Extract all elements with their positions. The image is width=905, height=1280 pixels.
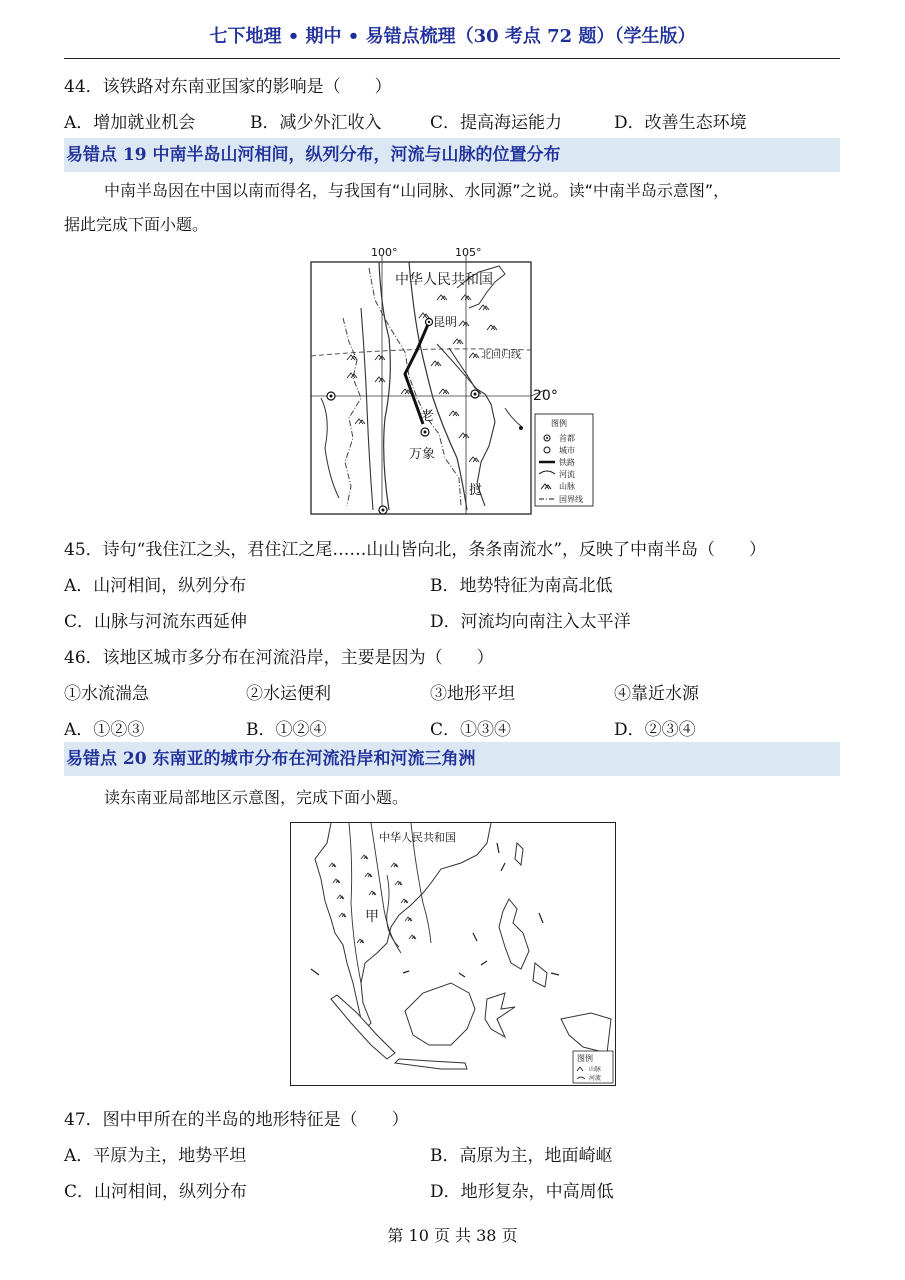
intro-19 [64,174,840,242]
page-header: 七下地理 • 期中 • 易错点梳理（30 考点 72 题）（学生版） [209,26,696,47]
q44-option-b[interactable]: B．减少外汇收入 [250,113,382,133]
q47-option-d[interactable]: D．地形复杂，中高周低 [430,1182,614,1202]
map2-jia-label: 甲 [365,909,379,925]
q47-option-a[interactable]: A．平原为主，地势平坦 [64,1146,247,1166]
map1-legend-river: 河流 [559,470,575,479]
header-divider [64,58,840,59]
q44-option-d[interactable]: D．改善生态环境 [614,113,747,133]
q45-option-a[interactable]: A．山河相间，纵列分布 [64,576,247,596]
map1-lon-100: 100° [371,246,398,259]
map1-vientiane-label: 万象 [409,447,436,462]
map1-kunming-label: 昆明 [433,315,458,329]
q46-option-d[interactable]: D．②③④ [614,720,696,740]
map1-legend-capital: 首都 [559,434,575,443]
map2-legend [573,1051,613,1083]
intro-20: 读东南亚局部地区示意图，完成下面小题。 [104,788,409,807]
intro-19-line1: 中南半岛因在中国以南而得名，与我国有“山同脉、水同源”之说。读“中南半岛示意图”， [104,181,730,200]
map2-legend-mountain: 山脉 [589,1066,602,1073]
intro-19-line2: 据此完成下面小题。 [64,215,209,234]
q45-option-d[interactable]: D．河流均向南注入太平洋 [430,612,631,632]
southeast-asia-map [290,822,616,1086]
map1-legend-border: 国界线 [559,495,583,504]
q46-choices [64,679,840,703]
q45-stem: 45．诗句“我住江之头，君住江之尾……山山皆向北，条条南流水”，反映了中南半岛（ ） [64,540,767,560]
q44-stem: 44．该铁路对东南亚国家的影响是（ ） [64,77,392,97]
q46-stem: 46．该地区城市多分布在河流沿岸，主要是因为（ ） [64,648,494,668]
map1-legend-city: 城市 [559,446,575,455]
q47-option-b[interactable]: B．高原为主，地面崎岖 [430,1146,613,1166]
q46-choice-1: ①水流湍急 [64,684,149,704]
map1-tropic-label: 北回归线 [481,350,521,361]
map2-legend-title: 图例 [577,1054,593,1063]
section-20-title: 易错点 20 东南亚的城市分布在河流沿岸和河流三角洲 [64,742,840,776]
map1-lat-20-label: 20° [533,388,558,404]
indochina-map [311,246,583,514]
q46-option-a[interactable]: A．①②③ [64,720,145,740]
map1-lao-label: 老 [421,409,435,424]
map1-legend [535,414,593,506]
q45-option-b[interactable]: B．地势特征为南高北低 [430,576,613,596]
q44-option-a[interactable]: A．增加就业机会 [64,113,196,133]
q44-options [64,108,840,132]
q46-options [64,715,840,739]
map2-legend-river: 河流 [589,1075,602,1082]
q46-choice-2: ②水运便利 [246,684,331,704]
q46-choice-4: ④靠近水源 [614,684,699,704]
page-footer: 第 10 页 共 38 页 [387,1226,518,1245]
map1-legend-mountain: 山脉 [559,482,575,491]
map1-legend-title: 图例 [551,419,567,428]
q46-choice-3: ③地形平坦 [430,684,515,704]
section-19-title: 易错点 19 中南半岛山河相间，纵列分布，河流与山脉的位置分布 [64,138,840,172]
map1-lon-105: 105° [455,246,482,259]
q46-option-c[interactable]: C．①③④ [430,720,512,740]
map1-country-label: 中华人民共和国 [395,272,493,288]
q45-option-c[interactable]: C．山脉与河流东西延伸 [64,612,248,632]
q47-stem: 47．图中甲所在的半岛的地形特征是（ ） [64,1110,409,1130]
map2-country-label: 中华人民共和国 [379,831,456,844]
q44-option-c[interactable]: C．提高海运能力 [430,113,563,133]
map1-legend-railway: 铁路 [559,458,575,467]
q46-option-b[interactable]: B．①②④ [246,720,327,740]
map1-jian-label: 挝 [469,483,483,498]
q47-option-c[interactable]: C．山河相间，纵列分布 [64,1182,248,1202]
